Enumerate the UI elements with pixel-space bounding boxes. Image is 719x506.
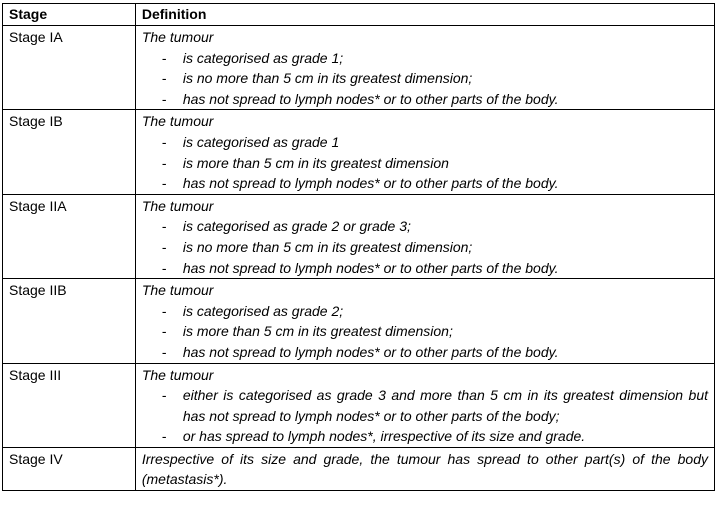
stage-cell: Stage III: [3, 363, 136, 447]
definition-intro: The tumour: [141, 29, 214, 45]
table-row: [3, 110, 715, 194]
bullet-dash: -: [161, 387, 167, 404]
bullet-dash: -: [161, 70, 167, 87]
criteria-text: is categorised as grade 2;: [182, 302, 344, 319]
definition-text: Irrespective of its size and grade, the tumour has spread to other part(s) of the body (metastasis*).: [141, 450, 708, 488]
criteria-text: either is categorised as grade 3 and more than 5 cm in its greatest dimension but has not spread to lymph nodes* or to other parts of the body;: [182, 387, 708, 424]
definition-cell: [135, 26, 714, 110]
bullet-dash: -: [161, 175, 167, 192]
definition-intro: The tumour: [141, 282, 214, 299]
bullet-dash: -: [161, 154, 167, 171]
criteria-text: has not spread to lymph nodes* or to other parts of the body.: [182, 259, 559, 276]
criteria-list: [142, 132, 708, 194]
table-row: [3, 363, 715, 447]
bullet-dash: -: [161, 238, 167, 255]
header-row: [3, 4, 715, 26]
criteria-item: [142, 132, 708, 153]
bullet-dash: -: [161, 323, 167, 340]
criteria-text: has not spread to lymph nodes* or to other parts of the body.: [182, 90, 559, 107]
definition-cell: [135, 110, 714, 194]
criteria-text: is no more than 5 cm in its greatest dimension;: [182, 238, 473, 255]
stage-cell: Stage IIB: [3, 279, 136, 363]
criteria-item: [142, 237, 708, 258]
table-row: [3, 26, 715, 110]
criteria-item: [142, 173, 708, 194]
criteria-item: [142, 68, 708, 89]
definition-cell: [135, 194, 714, 278]
stage-cell: Stage IB: [3, 110, 136, 194]
table-row: [3, 194, 715, 278]
table-row: [3, 279, 715, 363]
criteria-text: has not spread to lymph nodes* or to other parts of the body.: [182, 175, 559, 192]
bullet-dash: -: [161, 343, 167, 360]
definition-intro: The tumour: [141, 366, 214, 383]
definition-intro: The tumour: [141, 113, 214, 130]
stage-cell: Stage IA: [3, 26, 136, 110]
bullet-dash: -: [161, 218, 167, 235]
criteria-text: is categorised as grade 1: [182, 133, 340, 150]
definition-column-header: Definition: [135, 4, 714, 26]
definition-cell: [135, 447, 714, 490]
criteria-item: [142, 216, 708, 237]
criteria-list: [142, 48, 708, 110]
bullet-dash: -: [161, 49, 167, 66]
criteria-item: [142, 321, 708, 342]
criteria-text: is no more than 5 cm in its greatest dimension;: [182, 70, 473, 87]
stage-column-header: Stage: [3, 4, 136, 26]
criteria-item: [142, 258, 708, 279]
bullet-dash: -: [161, 133, 167, 150]
criteria-text: is more than 5 cm in its greatest dimension;: [182, 323, 453, 340]
definition-cell: [135, 279, 714, 363]
criteria-text: is more than 5 cm in its greatest dimension: [182, 154, 449, 171]
bullet-dash: -: [161, 259, 167, 276]
bullet-dash: -: [161, 90, 167, 107]
criteria-item: [142, 301, 708, 322]
criteria-list: [142, 216, 708, 278]
criteria-item: [142, 426, 708, 447]
criteria-list: [142, 385, 708, 447]
criteria-text: is categorised as grade 2 or grade 3;: [182, 218, 411, 235]
criteria-item: [142, 153, 708, 174]
criteria-item: [142, 385, 708, 426]
bullet-dash: -: [161, 428, 167, 445]
criteria-list: [142, 301, 708, 363]
definition-cell: [135, 363, 714, 447]
stage-cell: Stage IV: [3, 447, 136, 490]
criteria-item: [142, 48, 708, 69]
bullet-dash: -: [161, 302, 167, 319]
criteria-item: [142, 89, 708, 110]
criteria-text: or has spread to lymph nodes*, irrespective of its size and grade.: [182, 428, 586, 445]
criteria-text: has not spread to lymph nodes* or to other parts of the body.: [182, 343, 559, 360]
stage-cell: Stage IIA: [3, 194, 136, 278]
table-row: [3, 447, 715, 490]
staging-table: [2, 3, 715, 491]
criteria-text: is categorised as grade 1;: [182, 49, 344, 66]
definition-intro: The tumour: [141, 197, 214, 214]
criteria-item: [142, 342, 708, 363]
